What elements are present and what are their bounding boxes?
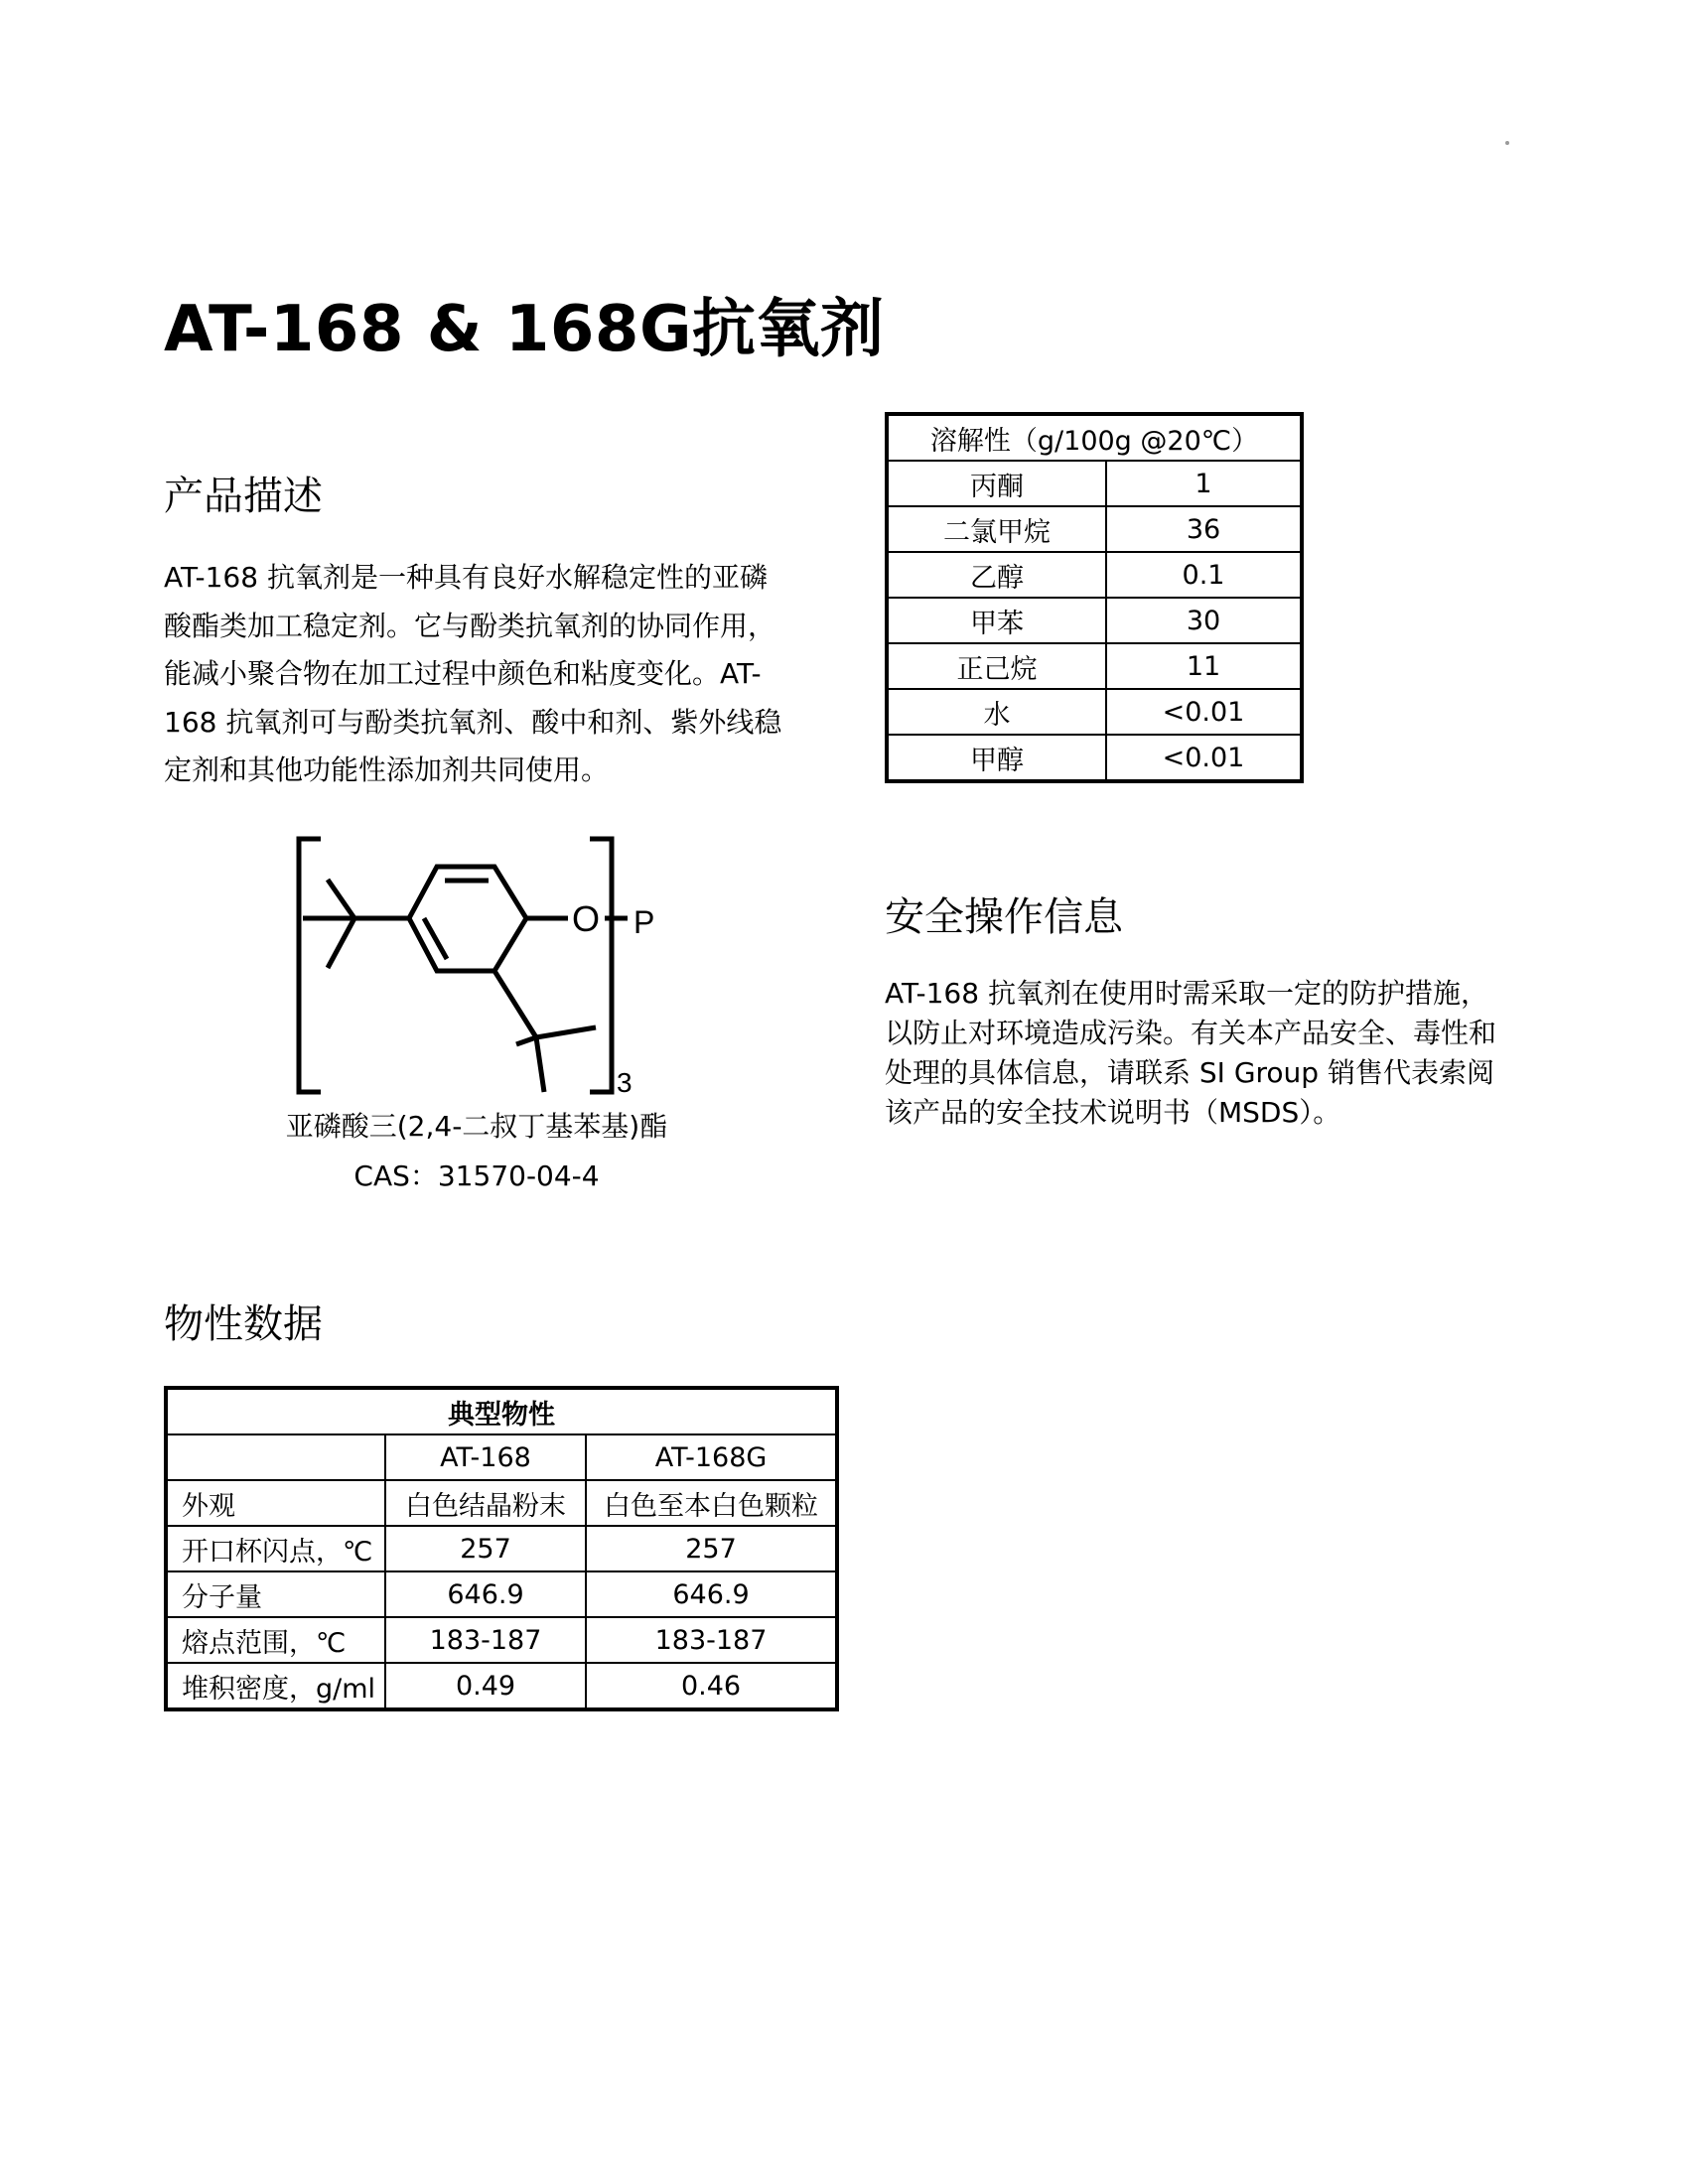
safety-line: 该产品的安全技术说明书（MSDS）。 [885,1096,1341,1129]
solubility-value-cell: 11 [1106,643,1302,689]
page-title: AT-168 & 168G抗氧剂 [164,293,885,366]
property-label: 开口杯闪点，℃ [166,1526,385,1571]
description-line: 酸酯类加工稳定剂。它与酚类抗氧剂的协同作用， [164,609,776,642]
description-line: 168 抗氧剂可与酚类抗氧剂、酸中和剂、紫外线稳 [164,705,782,739]
table-row [887,689,1302,735]
description-line: 定剂和其他功能性添加剂共同使用。 [164,753,610,786]
safety-line: 处理的具体信息，请联系 SI Group 销售代表索阅 [885,1056,1494,1089]
safety-line: 以防止对环境造成污染。有关本产品安全、毒性和 [885,1017,1497,1049]
table-row [887,506,1302,552]
cas-number: CAS：31570-04-4 [353,1160,600,1192]
solvent-cell: 正己烷 [887,643,1106,689]
table-row [887,552,1302,598]
column-header: AT-168G [586,1434,837,1480]
property-label: 堆积密度，g/ml [166,1663,385,1709]
empty-header-cell [166,1434,385,1480]
table-row [166,1571,837,1617]
at168g-value: 257 [586,1526,837,1571]
at168g-value: 0.46 [586,1663,837,1709]
table-row [166,1663,837,1709]
table-row [887,643,1302,689]
at168-value: 257 [385,1526,586,1571]
solvent-cell: 甲苯 [887,598,1106,643]
at168-value: 646.9 [385,1571,586,1617]
solubility-value-cell: 30 [1106,598,1302,643]
table-row [166,1480,837,1526]
solubility-value-cell: 1 [1106,461,1302,506]
at168g-value: 646.9 [586,1571,837,1617]
safety-paragraph [885,974,1540,1133]
at168-value: 白色结晶粉末 [385,1480,586,1526]
safety-line: AT-168 抗氧剂在使用时需采取一定的防护措施， [885,977,1488,1010]
right-bracket [590,839,612,1092]
at168g-value: 183-187 [586,1617,837,1663]
description-heading: 产品描述 [164,474,323,519]
oxygen-atom: O [572,898,601,939]
description-line: AT-168 抗氧剂是一种具有良好水解稳定性的亚磷 [164,561,768,594]
property-label: 熔点范围，℃ [166,1617,385,1663]
property-label: 分子量 [166,1571,385,1617]
solubility-value-cell: <0.01 [1106,689,1302,735]
solvent-cell: 丙酮 [887,461,1106,506]
solvent-cell: 二氯甲烷 [887,506,1106,552]
properties-table [164,1386,839,1711]
table-row [887,461,1302,506]
table-row [887,598,1302,643]
table-row [166,1526,837,1571]
solubility-table [885,412,1304,783]
repeat-subscript: 3 [617,1067,633,1098]
column-header: AT-168 [385,1434,586,1480]
solubility-value-cell: 36 [1106,506,1302,552]
solubility-header: 溶解性（g/100g @20℃） [887,414,1302,461]
solvent-cell: 乙醇 [887,552,1106,598]
at168g-value: 白色至本白色颗粒 [586,1480,837,1526]
table-row [887,735,1302,781]
properties-table-title: 典型物性 [166,1388,837,1434]
left-bracket [299,839,321,1092]
solubility-value-cell: <0.01 [1106,735,1302,781]
solubility-value-cell: 0.1 [1106,552,1302,598]
at168-value: 183-187 [385,1617,586,1663]
phosphorus-atom: P [633,904,655,940]
description-line: 能减小聚合物在加工过程中颜色和粘度变化。AT- [164,657,762,690]
solvent-cell: 水 [887,689,1106,735]
solvent-cell: 甲醇 [887,735,1106,781]
table-row [166,1617,837,1663]
property-label: 外观 [166,1480,385,1526]
table-header-row [166,1434,837,1480]
safety-heading: 安全操作信息 [885,894,1123,940]
at168-value: 0.49 [385,1663,586,1709]
compound-name: 亚磷酸三(2,4-二叔丁基苯基)酯 [285,1110,668,1143]
properties-heading: 物性数据 [164,1301,323,1347]
